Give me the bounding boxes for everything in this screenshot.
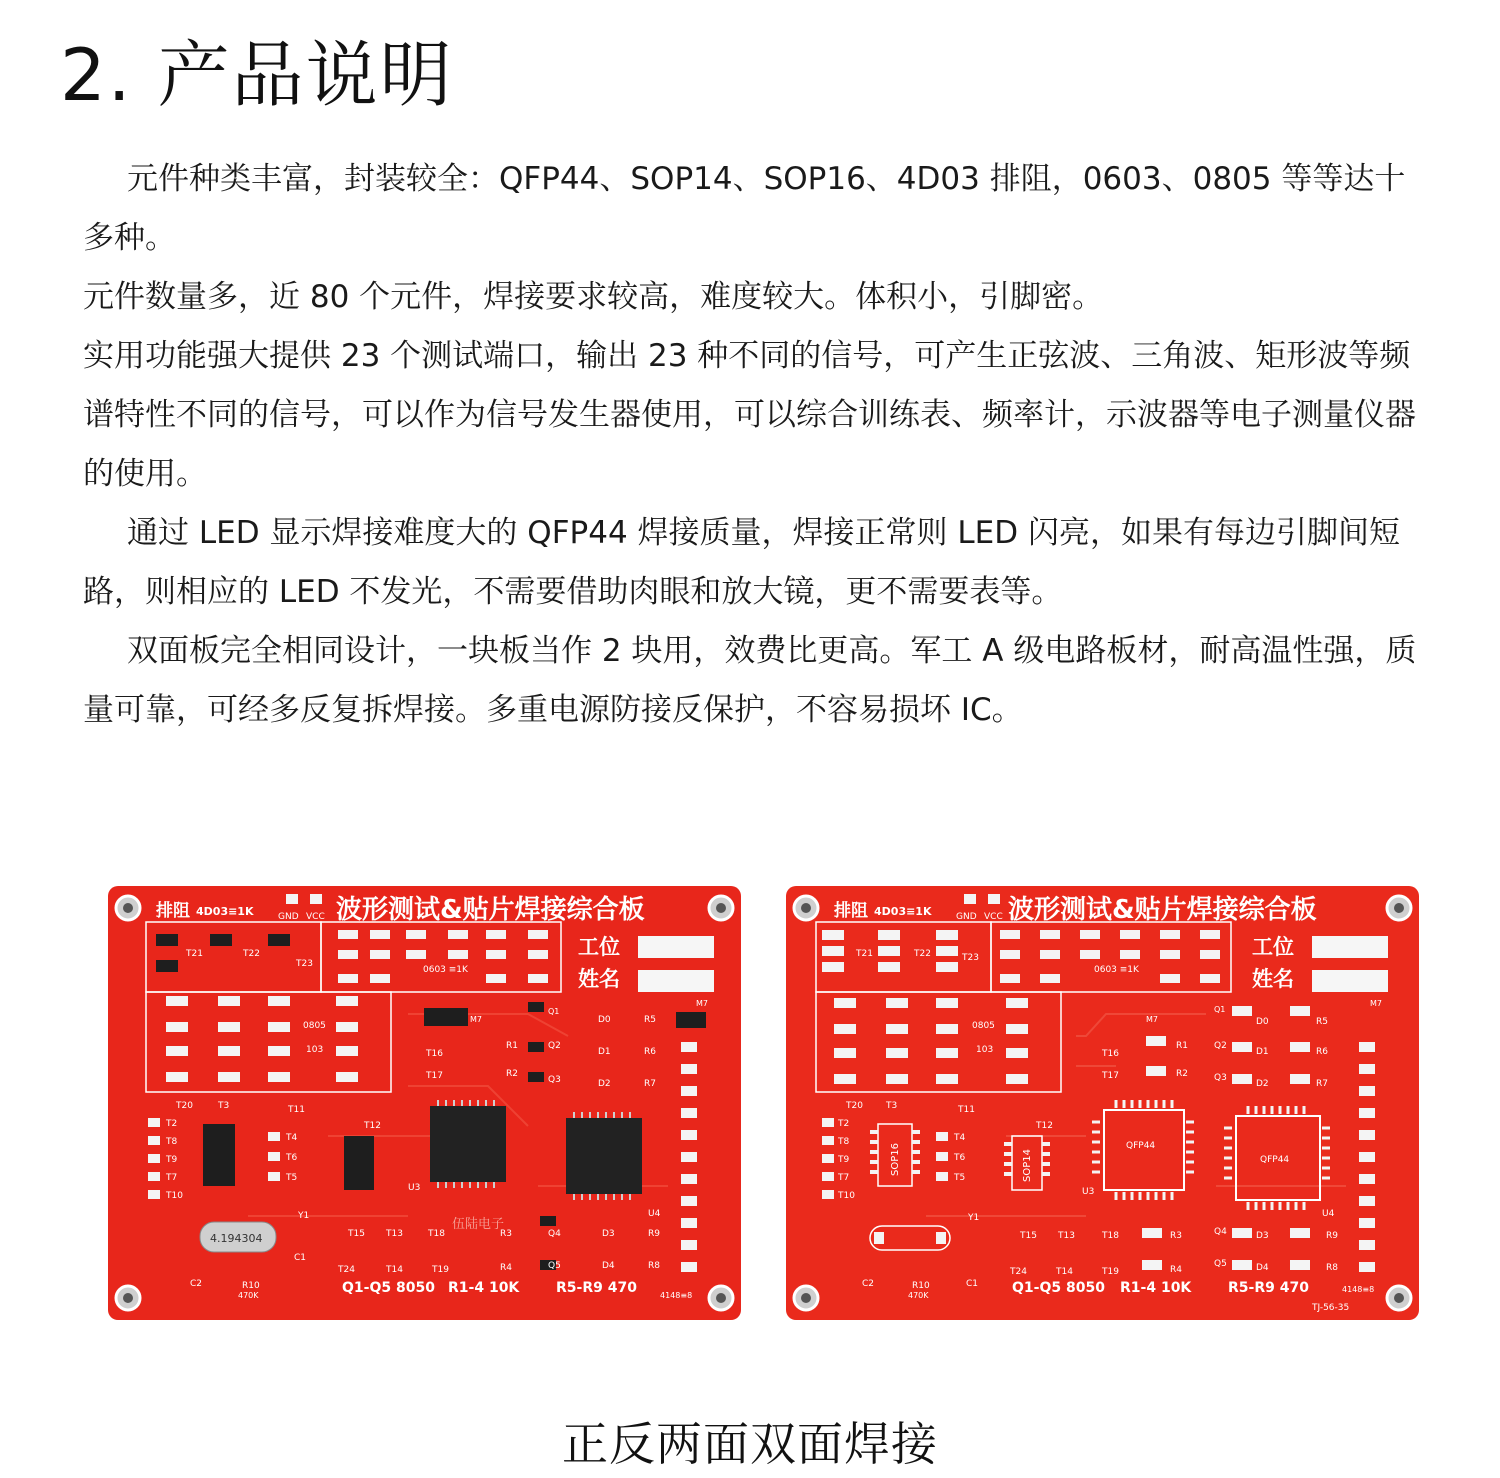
svg-text:Q3: Q3 (1214, 1073, 1227, 1083)
svg-text:R7: R7 (1316, 1079, 1328, 1089)
svg-text:D2: D2 (598, 1079, 611, 1089)
svg-text:U4: U4 (1322, 1209, 1335, 1219)
svg-text:R6: R6 (644, 1047, 656, 1057)
sop16-label: SOP16 (890, 1143, 901, 1176)
label-0805: 0805 (972, 1021, 995, 1031)
svg-text:T4: T4 (286, 1133, 298, 1143)
qfp44-chip-left (430, 1106, 506, 1182)
svg-text:D4: D4 (1256, 1263, 1269, 1273)
svg-text:D1: D1 (1256, 1047, 1269, 1057)
svg-text:R8: R8 (1326, 1263, 1338, 1273)
svg-text:T17: T17 (426, 1071, 443, 1081)
board-model: TJ-56-35 (1312, 1303, 1350, 1313)
footer-transistors: Q1-Q5 8050 (1012, 1280, 1105, 1296)
svg-text:C1: C1 (966, 1279, 979, 1289)
svg-text:R4: R4 (1170, 1265, 1182, 1275)
brand-watermark: 伍陆电子 (452, 1217, 505, 1232)
label-103: 103 (306, 1045, 324, 1055)
field-name-box (1312, 970, 1388, 992)
svg-text:T20: T20 (176, 1101, 193, 1111)
label-resistor-array: 排阻 (156, 901, 190, 921)
footer-transistors: Q1-Q5 8050 (342, 1280, 435, 1296)
label-0603: 0603 ≡1K (1094, 965, 1139, 975)
pcb-front-photo (108, 886, 741, 1320)
svg-text:C2: C2 (862, 1279, 875, 1289)
svg-text:T11: T11 (958, 1105, 975, 1115)
svg-text:T14: T14 (1056, 1267, 1073, 1277)
svg-text:T12: T12 (1036, 1121, 1053, 1131)
svg-text:T24: T24 (1010, 1267, 1027, 1277)
qfp44-chip-right (566, 1118, 642, 1194)
svg-text:Q4: Q4 (548, 1229, 561, 1239)
label-resistor-array: 排阻 (834, 901, 868, 921)
svg-text:M7: M7 (470, 1015, 482, 1024)
svg-text:R2: R2 (506, 1069, 518, 1079)
svg-text:R3: R3 (500, 1229, 512, 1239)
field-workstation-box (1312, 936, 1388, 958)
svg-text:T23: T23 (296, 959, 313, 969)
svg-text:C1: C1 (294, 1253, 307, 1263)
paragraph-count: 元件数量多，近 80 个元件，焊接要求较高，难度较大。体积小，引脚密。 (83, 279, 1104, 315)
svg-text:M7: M7 (1370, 999, 1382, 1008)
sop16-chip (203, 1124, 235, 1186)
svg-text:T19: T19 (432, 1265, 449, 1275)
svg-text:T10: T10 (166, 1191, 183, 1201)
label-r10: R10 (242, 1281, 260, 1291)
paragraph-components: 元件种类丰富，封装较全：QFP44、SOP14、SOP16、4D03 排阻，0603、0805 等等达十多种。 (83, 161, 1406, 256)
svg-text:R4: R4 (500, 1263, 512, 1273)
sop14-label: SOP14 (1022, 1149, 1033, 1182)
svg-text:T21: T21 (186, 949, 203, 959)
svg-text:T23: T23 (962, 953, 979, 963)
crystal-label: 4.194304 (210, 1232, 263, 1245)
svg-text:R2: R2 (1176, 1069, 1188, 1079)
svg-text:Y1: Y1 (298, 1211, 310, 1221)
label-gnd: GND (278, 912, 299, 922)
svg-text:C2: C2 (190, 1279, 203, 1289)
svg-text:T18: T18 (1102, 1231, 1119, 1241)
svg-text:R6: R6 (1316, 1047, 1328, 1057)
section-title: 2. 产品说明 (60, 33, 454, 117)
svg-text:T6: T6 (286, 1153, 298, 1163)
label-0805: 0805 (303, 1021, 326, 1031)
label-0603: 0603 ≡1K (423, 965, 468, 975)
svg-text:M7: M7 (1146, 1015, 1158, 1024)
qfp44-label-right: QFP44 (1260, 1155, 1290, 1165)
label-pack: 4D03≡1K (196, 905, 254, 918)
svg-text:Q5: Q5 (1214, 1259, 1227, 1269)
footer-resistors-r5: R5-R9 470 (556, 1280, 637, 1296)
svg-text:T12: T12 (364, 1121, 381, 1131)
field-workstation-box (638, 936, 714, 958)
label-gnd: GND (956, 912, 977, 922)
svg-text:T7: T7 (166, 1173, 178, 1183)
svg-text:T3: T3 (886, 1101, 898, 1111)
sop14-chip (344, 1136, 374, 1190)
svg-text:T22: T22 (914, 949, 931, 959)
svg-text:T13: T13 (1058, 1231, 1075, 1241)
paragraph-function: 实用功能强大提供 23 个测试端口，输出 23 种不同的信号，可产生正弦波、三角波、矩形波等频谱特性不同的信号，可以作为信号发生器使用，可以综合训练表、频率计，示波器等电子测量仪器的使用。 (83, 338, 1416, 492)
svg-text:T20: T20 (846, 1101, 863, 1111)
svg-text:T16: T16 (1102, 1049, 1119, 1059)
svg-text:D3: D3 (602, 1229, 615, 1239)
field-name-label: 姓名 (1252, 967, 1294, 991)
label-103: 103 (976, 1045, 994, 1055)
svg-text:R1: R1 (1176, 1041, 1188, 1051)
svg-text:T11: T11 (288, 1105, 305, 1115)
svg-text:T24: T24 (338, 1265, 355, 1275)
svg-text:Y1: Y1 (968, 1213, 980, 1223)
svg-text:T9: T9 (166, 1155, 178, 1165)
svg-text:U3: U3 (1082, 1187, 1095, 1197)
product-description (83, 150, 1423, 740)
svg-text:R8: R8 (648, 1261, 660, 1271)
svg-text:T3: T3 (218, 1101, 230, 1111)
svg-text:T13: T13 (386, 1229, 403, 1239)
field-workstation-label: 工位 (578, 935, 620, 959)
svg-text:Q2: Q2 (548, 1041, 561, 1051)
svg-text:D4: D4 (602, 1261, 615, 1271)
svg-text:Q1: Q1 (1214, 1005, 1226, 1014)
field-name-box (638, 970, 714, 992)
svg-text:T21: T21 (856, 949, 873, 959)
board-title: 波形测试&贴片焊接综合板 (336, 895, 645, 925)
footer-resistors-r1: R1-4 10K (448, 1280, 520, 1296)
svg-text:M7: M7 (696, 999, 708, 1008)
svg-text:U3: U3 (408, 1183, 421, 1193)
field-name-label: 姓名 (578, 967, 620, 991)
svg-text:R5: R5 (644, 1015, 656, 1025)
svg-text:R1: R1 (506, 1041, 518, 1051)
svg-text:D3: D3 (1256, 1231, 1269, 1241)
svg-text:T10: T10 (838, 1191, 855, 1201)
svg-text:T7: T7 (838, 1173, 850, 1183)
svg-text:T2: T2 (838, 1119, 850, 1129)
svg-text:T18: T18 (428, 1229, 445, 1239)
footer-resistors-r5: R5-R9 470 (1228, 1280, 1309, 1296)
label-diode: 4148≡8 (660, 1291, 693, 1300)
svg-text:T5: T5 (954, 1173, 966, 1183)
svg-text:T16: T16 (426, 1049, 443, 1059)
svg-text:Q5: Q5 (548, 1261, 561, 1271)
svg-text:R3: R3 (1170, 1231, 1182, 1241)
label-r10: R10 (912, 1281, 930, 1291)
board-title: 波形测试&贴片焊接综合板 (1008, 895, 1317, 925)
svg-text:T5: T5 (286, 1173, 298, 1183)
svg-text:D1: D1 (598, 1047, 611, 1057)
svg-text:T17: T17 (1102, 1071, 1119, 1081)
svg-text:T6: T6 (954, 1153, 966, 1163)
svg-text:Q1: Q1 (548, 1007, 560, 1016)
field-workstation-label: 工位 (1252, 935, 1294, 959)
svg-text:T15: T15 (1020, 1231, 1037, 1241)
svg-text:T9: T9 (838, 1155, 850, 1165)
footer-resistors-r1: R1-4 10K (1120, 1280, 1192, 1296)
svg-text:T15: T15 (348, 1229, 365, 1239)
svg-text:D2: D2 (1256, 1079, 1269, 1089)
paragraph-led: 通过 LED 显示焊接难度大的 QFP44 焊接质量，焊接正常则 LED 闪亮，如果有每边引脚间短路，则相应的 LED 不发光，不需要借助肉眼和放大镜，更不需要表等。 (83, 515, 1400, 610)
svg-text:T2: T2 (166, 1119, 178, 1129)
svg-text:Q3: Q3 (548, 1075, 561, 1085)
svg-text:Q4: Q4 (1214, 1227, 1227, 1237)
svg-text:T8: T8 (838, 1137, 850, 1147)
svg-text:R9: R9 (1326, 1231, 1338, 1241)
svg-text:T14: T14 (386, 1265, 403, 1275)
paragraph-double-sided: 双面板完全相同设计，一块板当作 2 块用，效费比更高。军工 A 级电路板材，耐高温性强，质量可靠，可经多反复拆焊接。多重电源防接反保护，不容易损坏 IC。 (83, 633, 1417, 728)
svg-text:R5: R5 (1316, 1017, 1328, 1027)
label-r10-value: 470K (238, 1291, 259, 1300)
svg-text:T4: T4 (954, 1133, 966, 1143)
label-r10-value: 470K (908, 1291, 929, 1300)
svg-text:R9: R9 (648, 1229, 660, 1239)
svg-text:U4: U4 (648, 1209, 661, 1219)
label-pack: 4D03≡1K (874, 905, 932, 918)
label-vcc: VCC (984, 912, 1003, 922)
svg-text:Q2: Q2 (1214, 1041, 1227, 1051)
photo-caption: 正反两面双面焊接 (562, 1417, 938, 1471)
svg-text:D0: D0 (598, 1015, 611, 1025)
svg-text:T22: T22 (243, 949, 260, 959)
svg-text:D0: D0 (1256, 1017, 1269, 1027)
svg-text:T8: T8 (166, 1137, 178, 1147)
pcb-back-photo (786, 886, 1419, 1320)
label-vcc: VCC (306, 912, 325, 922)
label-diode: 4148≡8 (1342, 1285, 1375, 1294)
svg-text:T19: T19 (1102, 1267, 1119, 1277)
qfp44-label-left: QFP44 (1126, 1141, 1156, 1151)
svg-text:R7: R7 (644, 1079, 656, 1089)
